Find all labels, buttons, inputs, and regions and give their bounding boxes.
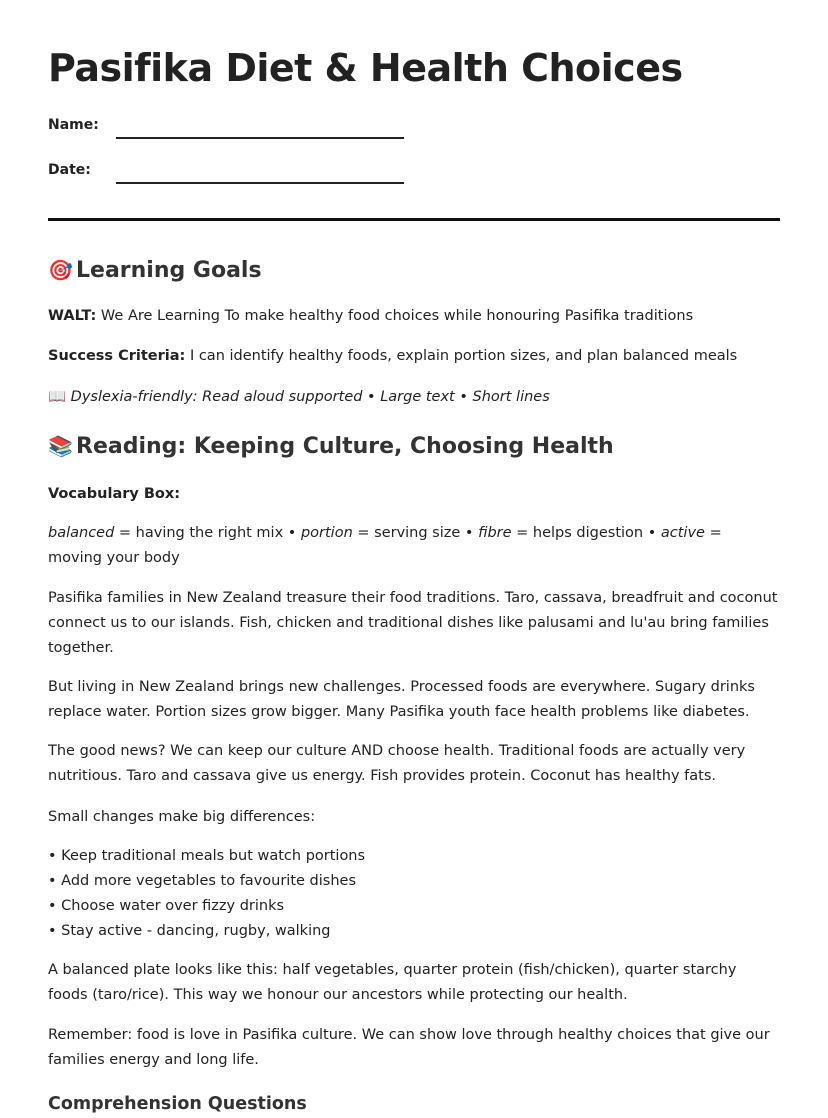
vocab-def: = helps digestion •: [511, 525, 661, 541]
criteria-text: I can identify healthy foods, explain portion sizes, and plan balanced meals: [185, 348, 738, 364]
date-label: Date:: [48, 162, 91, 178]
reading-title: Reading: Keeping Culture, Choosing Health: [76, 434, 614, 459]
list-item: • Keep traditional meals but watch portions: [48, 844, 780, 869]
success-criteria-line: [48, 344, 780, 369]
target-icon: 🎯: [48, 258, 73, 282]
vocab-heading-text: Vocabulary Box:: [48, 486, 181, 502]
learning-goals-title: Learning Goals: [76, 258, 262, 283]
dyslexia-note-line: [48, 385, 780, 410]
walt-line: [48, 304, 780, 329]
books-icon: 📚: [48, 434, 73, 458]
reading-paragraph: But living in New Zealand brings new challenges. Processed foods are everywhere. Sugary drinks replace water. Portion sizes grow bigger. Many Pasifika youth face health problems like diabetes.: [48, 679, 755, 720]
open-book-icon: 📖: [48, 389, 67, 405]
vocab-heading: [48, 482, 780, 507]
vocab-def: = moving your body: [48, 525, 722, 566]
vocab-term: balanced: [48, 525, 115, 541]
reading-paragraph: Pasifika families in New Zealand treasure their food traditions. Taro, cassava, breadfruit and coconut connect us to our islands. Fish, chicken and traditional dishes like palusami and lu'au bring families together.: [48, 590, 778, 656]
tips-list: [48, 844, 780, 944]
header-divider: [48, 218, 780, 221]
name-label: Name:: [48, 117, 99, 133]
reading-paragraph: Remember: food is love in Pasifika culture. We can show love through healthy choices that give our families energy and long life.: [48, 1027, 770, 1068]
list-item: • Add more vegetables to favourite dishes: [48, 869, 780, 894]
reading-paragraph: Small changes make big differences:: [48, 809, 316, 825]
walt-text: We Are Learning To make healthy food choices while honouring Pasifika traditions: [96, 308, 694, 324]
vocab-term: active: [660, 525, 705, 541]
vocab-def: = having the right mix •: [114, 525, 301, 541]
list-item: • Stay active - dancing, rugby, walking: [48, 919, 780, 944]
list-item: • Choose water over fizzy drinks: [48, 894, 780, 919]
reading-paragraph: The good news? We can keep our culture AND choose health. Traditional foods are actually very nutritious. Taro and cassava give us energy. Fish provides protein. Coconut has healthy fats.: [48, 743, 746, 784]
vocab-def: = serving size •: [352, 525, 479, 541]
vocab-term: portion: [300, 525, 353, 541]
date-write-line: [116, 182, 404, 184]
learning-goals-heading: [48, 258, 262, 283]
page-title: Pasifika Diet & Health Choices: [48, 46, 683, 90]
reading-paragraph: A balanced plate looks like this: half vegetables, quarter protein (fish/chicken), quarter starchy foods (taro/rice). This way we honour our ancestors while protecting our health.: [48, 962, 737, 1003]
reading-heading: [48, 434, 614, 459]
comprehension-heading: Comprehension Questions: [48, 1094, 307, 1114]
criteria-label: Success Criteria:: [48, 348, 186, 364]
dyslexia-note: Dyslexia-friendly: Read aloud supported • Large text • Short lines: [70, 389, 550, 405]
walt-label: WALT:: [48, 308, 97, 324]
name-write-line: [116, 137, 404, 139]
vocab-term: fibre: [478, 525, 512, 541]
vocab-box: [48, 521, 780, 571]
